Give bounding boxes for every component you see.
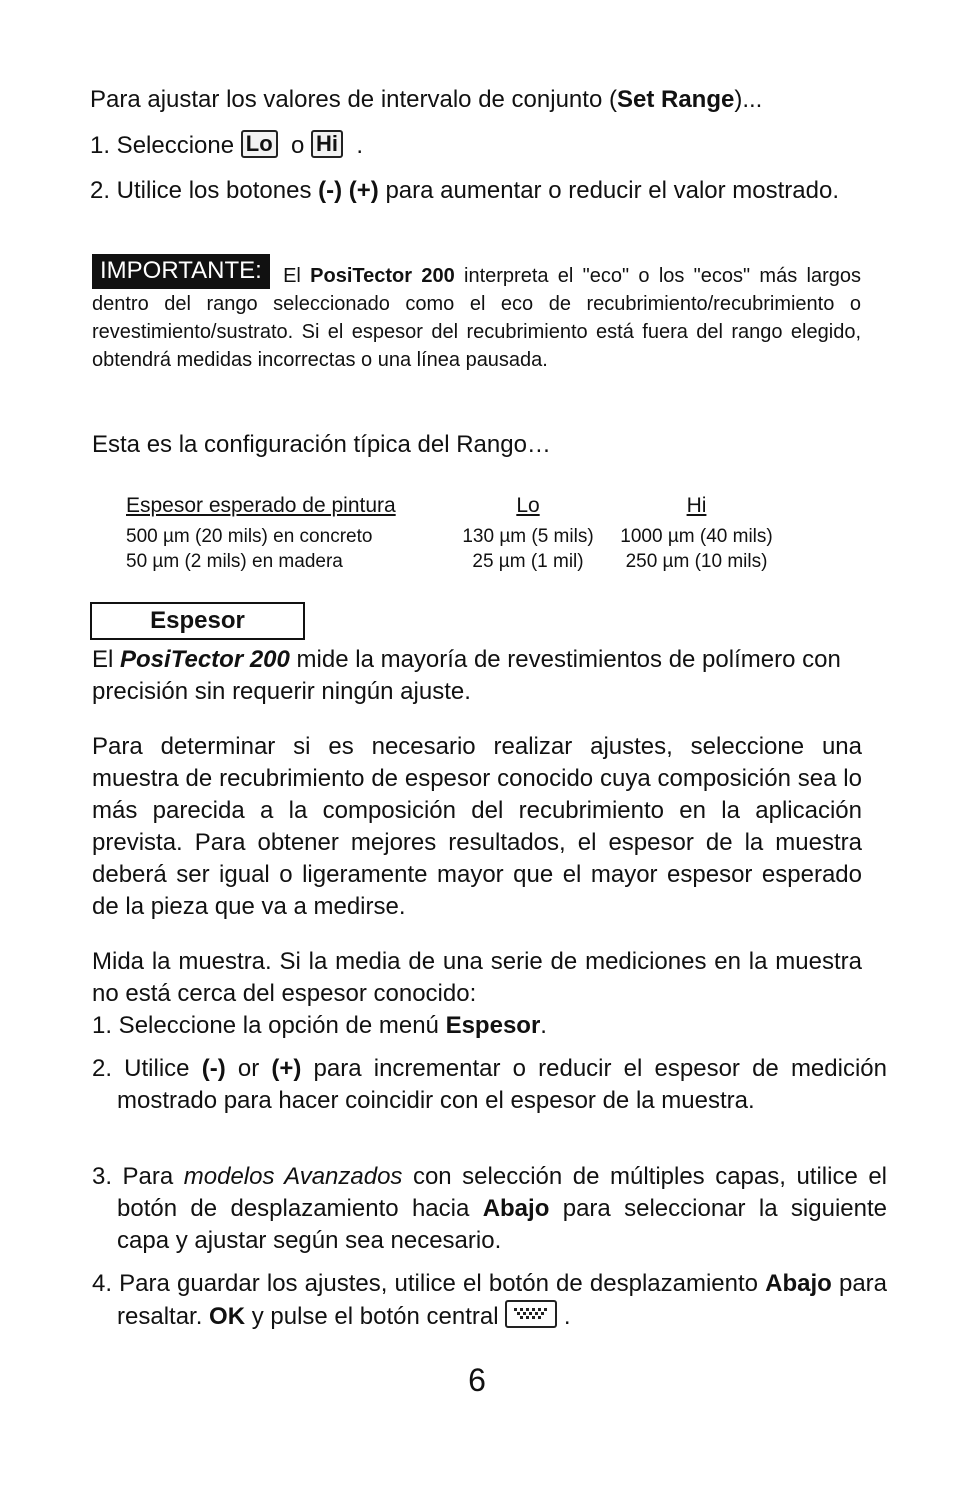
step-2-text: 2. Utilice los botones [90,177,319,204]
paragraph-3: Mida la muestra. Si la media de una serie de mediciones en la muestra no está cerca del espesor conocido: [92,948,862,1007]
section-title: Espesor [90,602,305,640]
step-1-end: . [356,132,364,159]
item-1-bold: Espesor [445,1012,541,1039]
step-2-text-end: para aumentar o reducir el valor mostrado. [378,177,839,204]
intro-text: Para ajustar los valores de intervalo de conjunto ( [90,86,617,113]
list-item-1 [92,1010,862,1042]
item-4-end: . [563,1303,571,1330]
range-table [126,492,779,574]
important-badge: IMPORTANTE: [92,254,270,289]
cell-thickness: 50 µm (2 mils) en madera [126,550,343,572]
page-number: 6 [468,1362,486,1398]
item-2-text: 2. Utilice [92,1055,202,1082]
important-product: PosiTector 200 [310,265,455,287]
or-text: o [291,132,305,159]
range-table-header [126,492,779,524]
cell-thickness: 500 µm (20 mils) en concreto [126,525,373,547]
hi-key[interactable]: Hi [311,130,343,158]
center-button-dots [514,1308,548,1320]
typical-config: Esta es la configuración típica del Rango… [92,431,551,458]
cell-lo: 130 µm (5 mils) [462,525,594,547]
list-item-4 [92,1268,887,1333]
item-4-text-mid: para resaltar. [117,1270,888,1330]
lo-key[interactable]: Lo [241,130,278,158]
paragraph-2: Para determinar si es necesario realizar ajustes, seleccione una muestra de recubrimiento de espesor conocido cuya composición sea lo más parecida a la composición del recubrimiento en la aplicación prevista. Para obtener mejores resultados, el espesor de la muestra deberá ser igual o ligeramente mayor que el mayor espesor esperado de la pieza que va a medirse. [92,733,862,920]
step-2-buttons: (-) (+) [318,177,379,204]
step-2 [90,175,896,207]
set-range-term: Set Range [616,86,735,113]
header-hi: Hi [686,494,707,517]
item-1-text: 1. Seleccione la opción de menú [92,1012,446,1039]
item-4-text-end: y pulse el botón central [245,1303,499,1330]
item-2-or: or [225,1055,272,1082]
p1-text-end: mide la mayoría de revestimientos de polímero con precisión sin requerir ningún ajuste. [92,646,841,705]
item-3-italic: modelos Avanzados [183,1163,403,1190]
item-3-text: 3. Para [92,1163,184,1190]
table-row [126,549,779,574]
item-2-minus: (-) [201,1055,226,1082]
p1-product: PosiTector 200 [120,646,290,673]
header-thickness: Espesor esperado de pintura [126,494,396,517]
item-1-end: . [540,1012,547,1039]
item-3-text-mid: con selección de múltiples capas, utilice el botón de desplazamiento hacia [117,1163,888,1222]
item-3-bold: Abajo [482,1195,550,1222]
cell-lo: 25 µm (1 mil) [472,550,584,572]
p1-text: El [92,646,121,673]
important-note [92,254,861,374]
important-text: El [273,265,311,287]
item-2-text-end: para incrementar o reducir el espesor de medición mostrado para hacer coincidir con el espesor de la muestra. [117,1055,887,1114]
header-lo: Lo [516,494,540,517]
item-4-text: 4. Para guardar los ajustes, utilice el botón de desplazamiento [92,1270,766,1297]
step-1 [90,130,860,162]
item-4-ok: OK [209,1303,246,1330]
list-item-2 [92,1053,887,1117]
item-3-text-end: para seleccionar la siguiente capa y ajustar según sea necesario. [117,1195,887,1254]
item-4-abajo: Abajo [765,1270,832,1297]
list-item-3 [92,1161,887,1257]
center-button-icon[interactable] [505,1300,557,1328]
step-1-text: 1. Seleccione [90,132,235,159]
item-2-plus: (+) [271,1055,302,1082]
important-text-body: interpreta el "eco" o los "ecos" más largos dentro del rango seleccionado como el eco de recubrimiento/recubrimiento o revestimiento/sustrato. Si el espesor del recubrimiento está fuera del rango elegido, obtendrá medidas incorrectas o una línea pausada. [92,265,861,371]
cell-hi: 1000 µm (40 mils) [620,525,773,547]
cell-hi: 250 µm (10 mils) [625,550,768,572]
table-row [126,524,779,549]
intro-line [90,84,860,116]
intro-text-end: )... [734,86,763,113]
paragraph-1 [92,644,862,708]
